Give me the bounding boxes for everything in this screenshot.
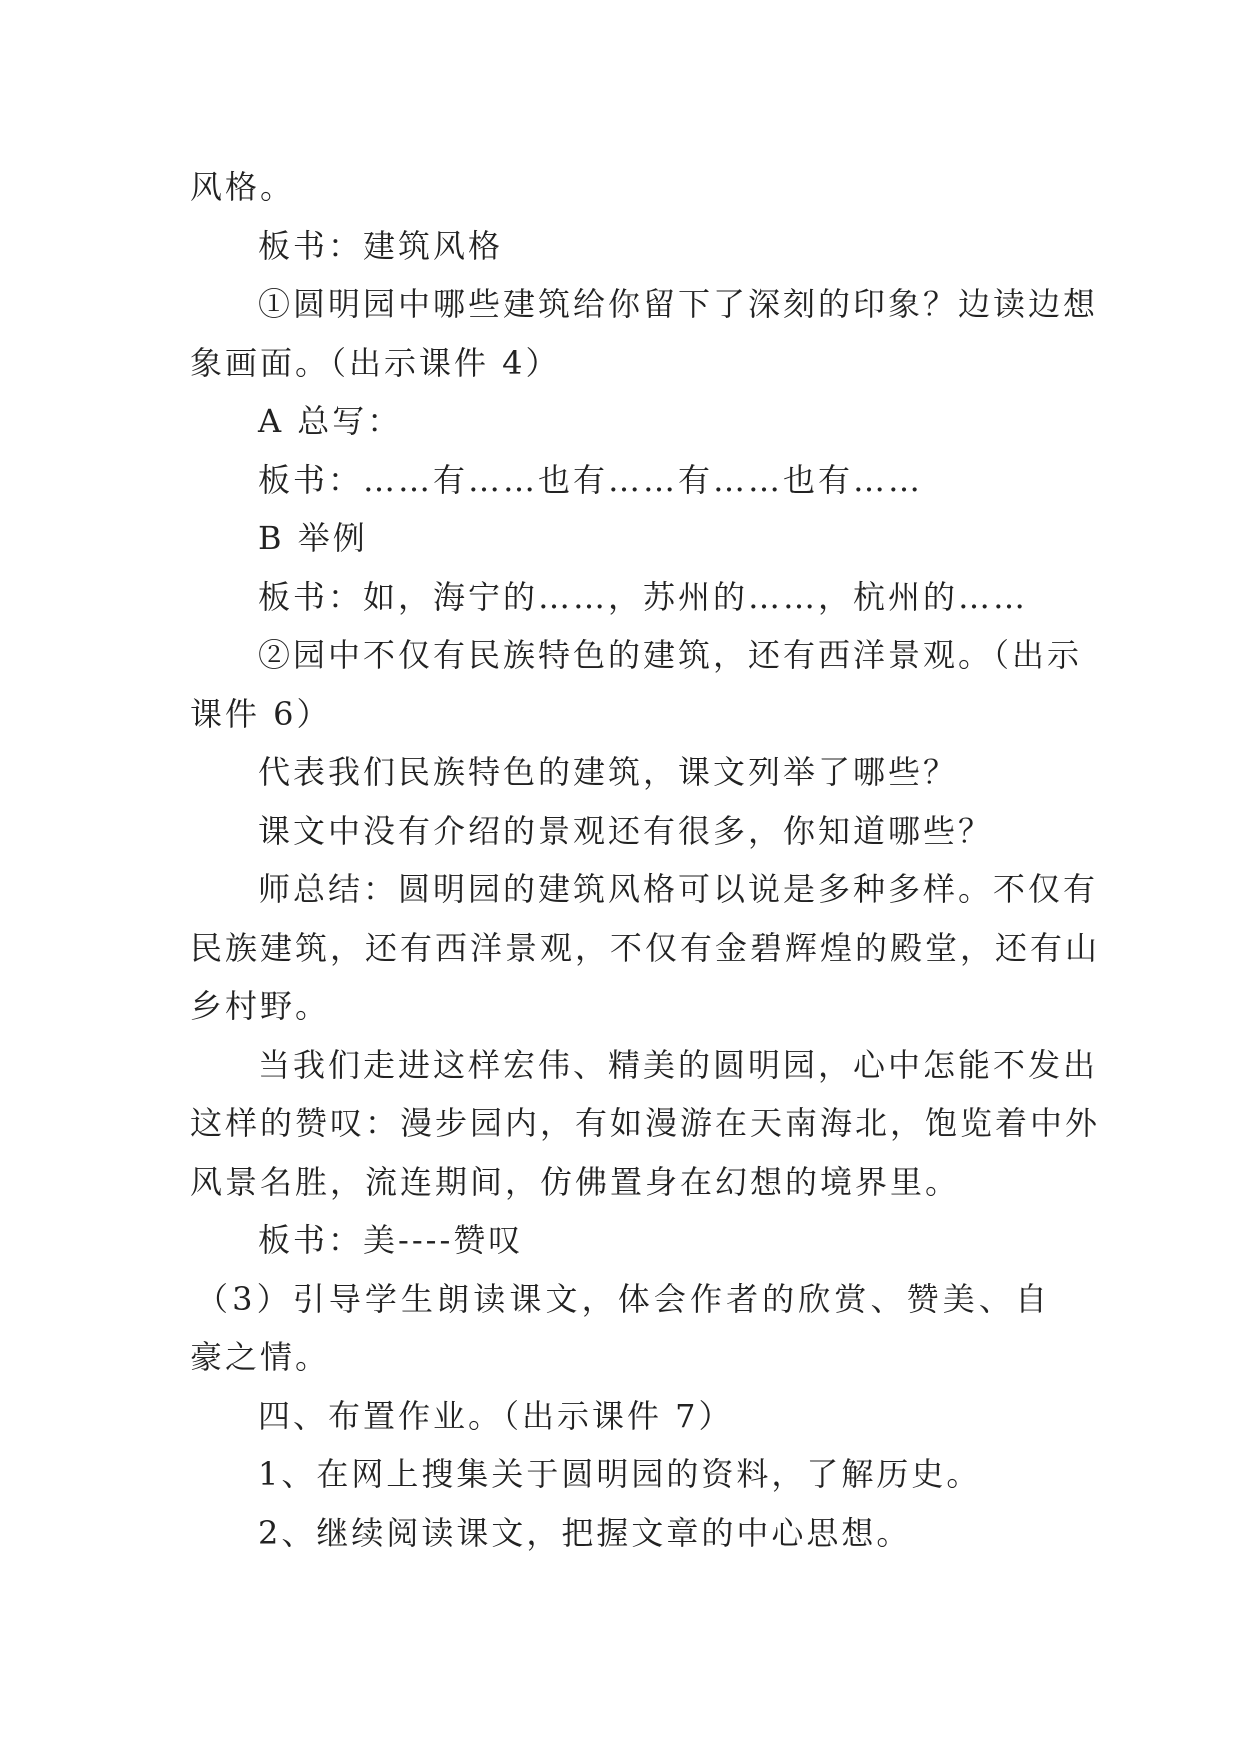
paragraph-line: （3）引导学生朗读课文，体会作者的欣赏、赞美、自 bbox=[196, 1279, 1050, 1318]
blackboard-note-line: 板书：……有……也有……有……也有…… bbox=[258, 460, 924, 499]
paragraph-line: 风格。 bbox=[190, 168, 296, 206]
paragraph-line: 象画面。（出示课件 4） bbox=[190, 343, 561, 382]
homework-item: 2、继续阅读课文，把握文章的中心思想。 bbox=[258, 1513, 912, 1552]
question-line: 课文中没有介绍的景观还有很多，你知道哪些？ bbox=[258, 811, 994, 850]
question-line: 代表我们民族特色的建筑，课文列举了哪些？ bbox=[258, 753, 959, 791]
paragraph-line: 风景名胜，流连期间，仿佛置身在幻想的境界里。 bbox=[190, 1162, 961, 1201]
homework-item: 1、在网上搜集关于圆明园的资料，了解历史。 bbox=[258, 1455, 982, 1493]
blackboard-note-line: 板书：如，海宁的……，苏州的……，杭州的…… bbox=[258, 577, 1029, 616]
paragraph-line: ①圆明园中哪些建筑给你留下了深刻的印象？边读边想 bbox=[258, 285, 1099, 323]
paragraph-line: 豪之情。 bbox=[190, 1338, 331, 1376]
paragraph-line: B 举例 bbox=[258, 519, 368, 557]
paragraph-line: 乡村野。 bbox=[190, 987, 331, 1025]
paragraph-line: 师总结：圆明园的建筑风格可以说是多种多样。不仅有 bbox=[258, 870, 1099, 908]
section-heading: 四、布置作业。（出示课件 7） bbox=[258, 1396, 734, 1435]
paragraph-line: 民族建筑，还有西洋景观，不仅有金碧辉煌的殿堂，还有山 bbox=[190, 928, 1101, 967]
paragraph-line: 这样的赞叹：漫步园内，有如漫游在天南海北，饱览着中外 bbox=[190, 1104, 1101, 1142]
paragraph-line: 课件 6） bbox=[190, 694, 332, 733]
document-body bbox=[190, 158, 1101, 1562]
paragraph-line: A 总写： bbox=[258, 402, 403, 440]
paragraph-line: ②园中不仅有民族特色的建筑，还有西洋景观。（出示 bbox=[258, 636, 1083, 674]
paragraph-line: 当我们走进这样宏伟、精美的圆明园，心中怎能不发出 bbox=[258, 1045, 1099, 1084]
blackboard-note-line: 板书：建筑风格 bbox=[258, 226, 504, 265]
blackboard-note-line: 板书：美----赞叹 bbox=[258, 1221, 524, 1259]
